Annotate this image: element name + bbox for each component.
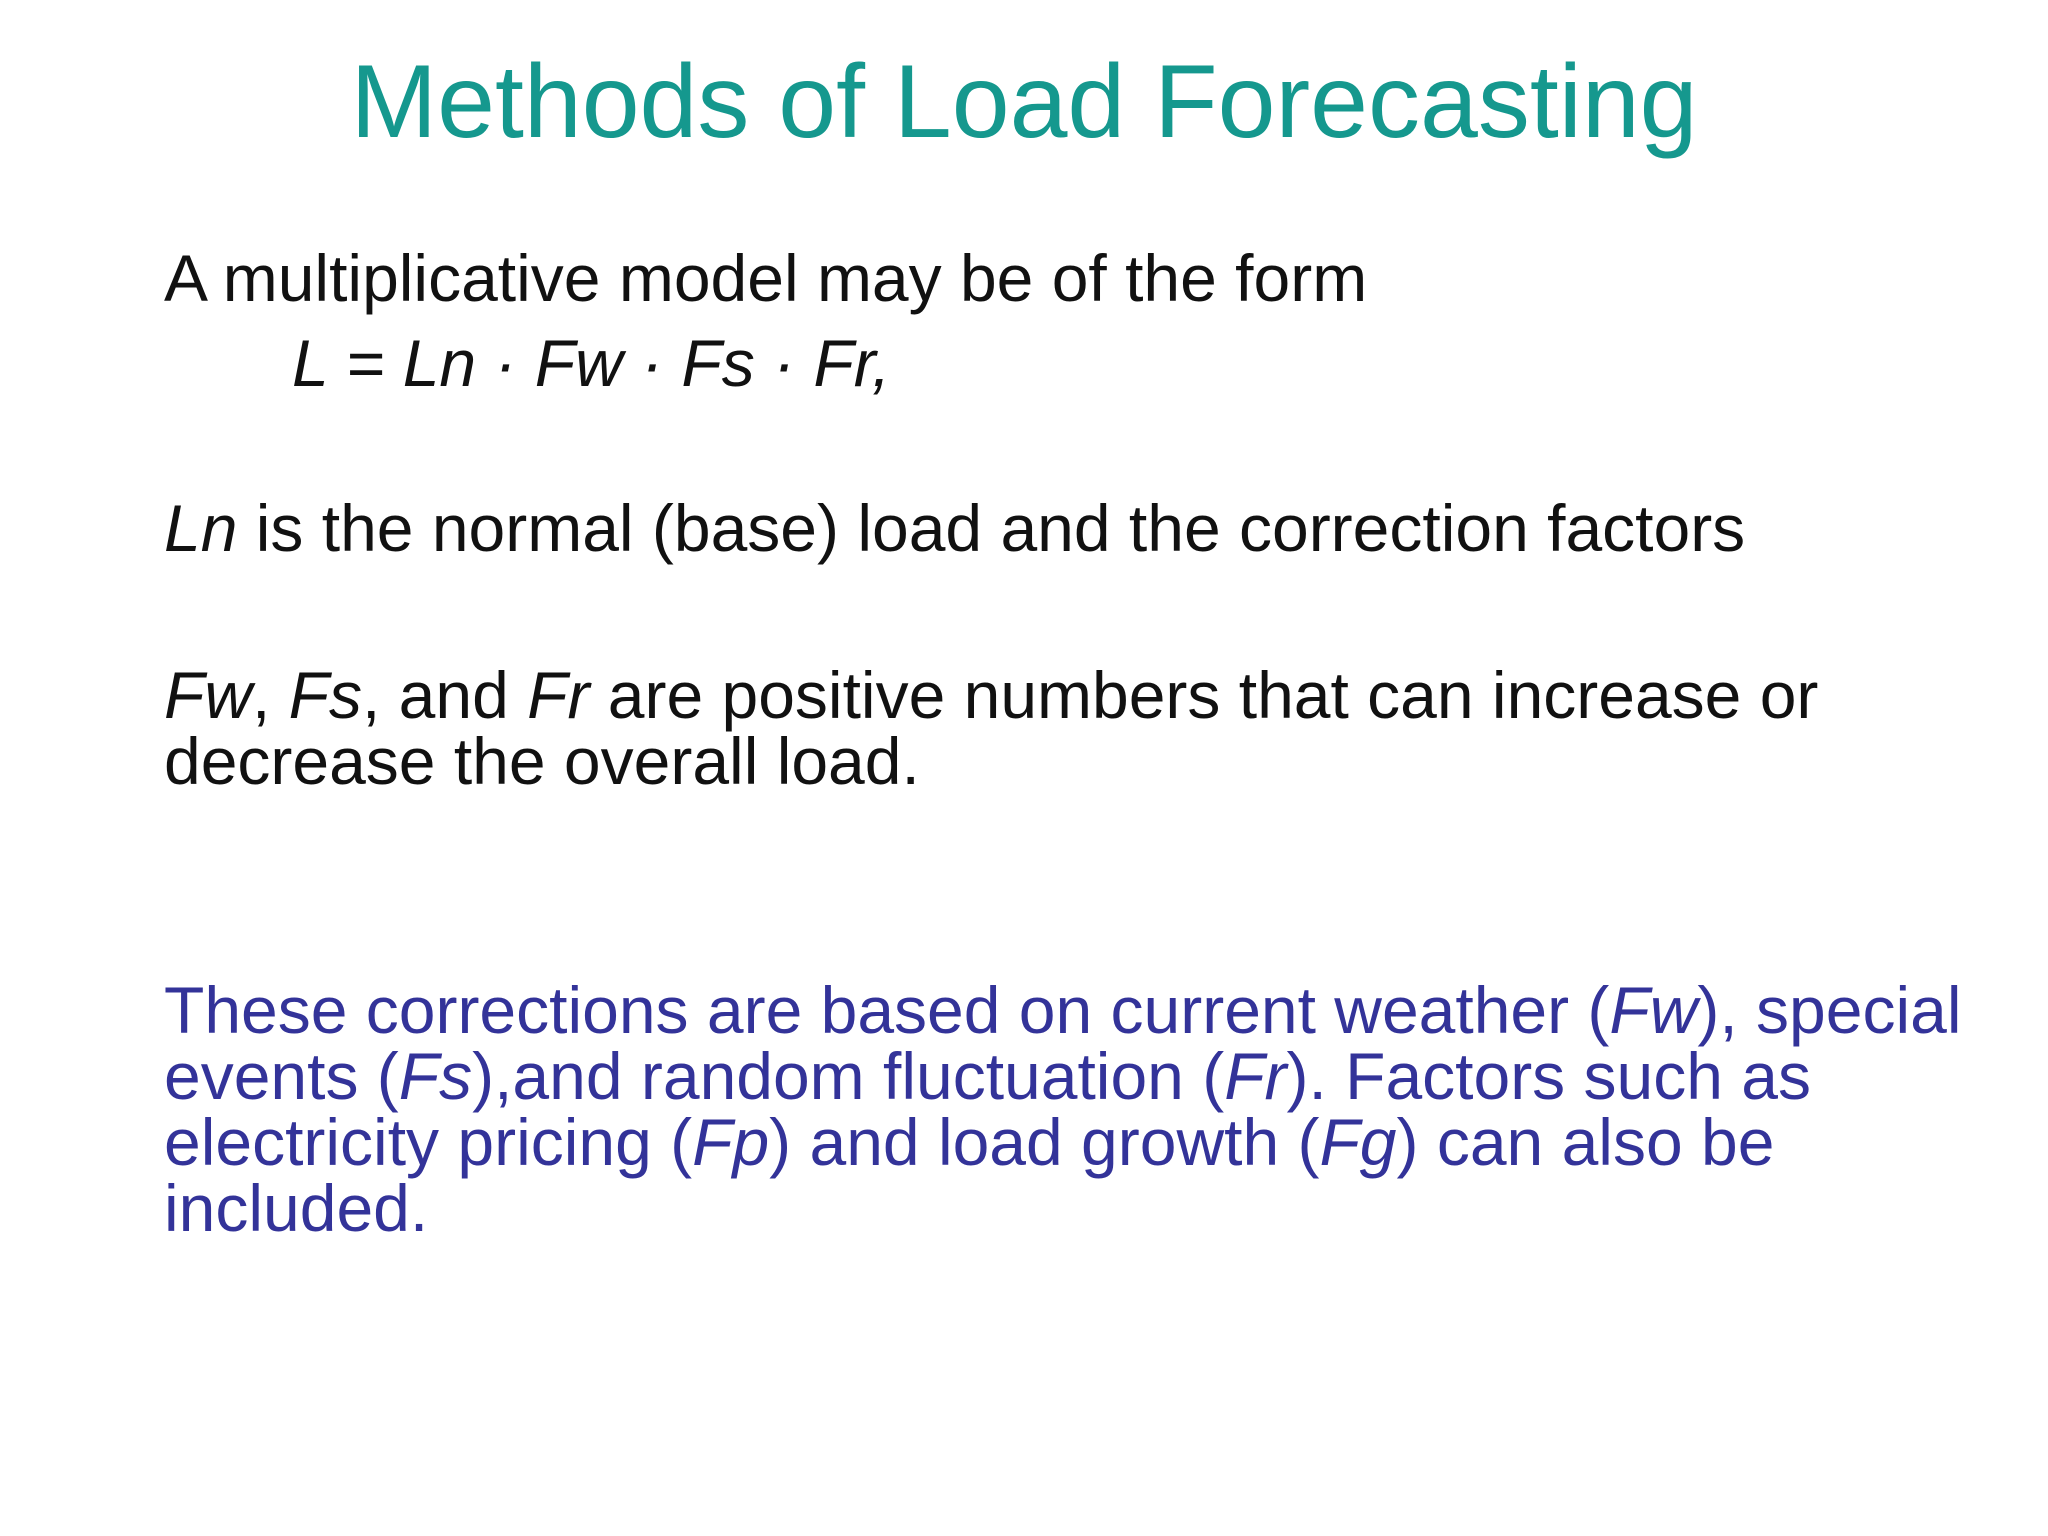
var-ln: Ln: [164, 491, 238, 565]
var-fr: Fr: [527, 658, 590, 732]
note-text: ). Factors such as electricity pricing (: [164, 1039, 1811, 1179]
note-text: ),and random fluctuation (: [472, 1039, 1225, 1113]
formula: L = Ln · Fw · Fs · Fr,: [292, 326, 891, 400]
note-text: These corrections are based on current weather (: [164, 973, 1610, 1047]
var-fg: Fg: [1319, 1105, 1397, 1179]
separator: , and: [362, 658, 528, 732]
var-fp: Fp: [692, 1105, 770, 1179]
var-fs: Fs: [288, 658, 362, 732]
var-fw: Fw: [164, 658, 252, 732]
slide-title: Methods of Load Forecasting: [350, 44, 1698, 160]
note-text: ) and load growth (: [769, 1105, 1320, 1179]
note-text: ), special events (: [164, 973, 1962, 1113]
var-fr: Fr: [1224, 1039, 1287, 1113]
definition-base-load-text: is the normal (base) load and the correction factors: [237, 491, 1746, 565]
definition-correction-factors: [164, 658, 2024, 798]
intro-text: A multiplicative model may be of the form: [164, 241, 1368, 315]
var-fs: Fs: [398, 1039, 473, 1113]
definition-correction-text: are positive numbers that can increase or decrease the overall load.: [164, 658, 1819, 798]
definition-base-load: [164, 491, 2024, 565]
corrections-note: [164, 973, 2024, 1245]
note-text: ) can also be included.: [164, 1105, 1775, 1245]
var-fw: Fw: [1609, 973, 1698, 1047]
separator: ,: [251, 658, 289, 732]
